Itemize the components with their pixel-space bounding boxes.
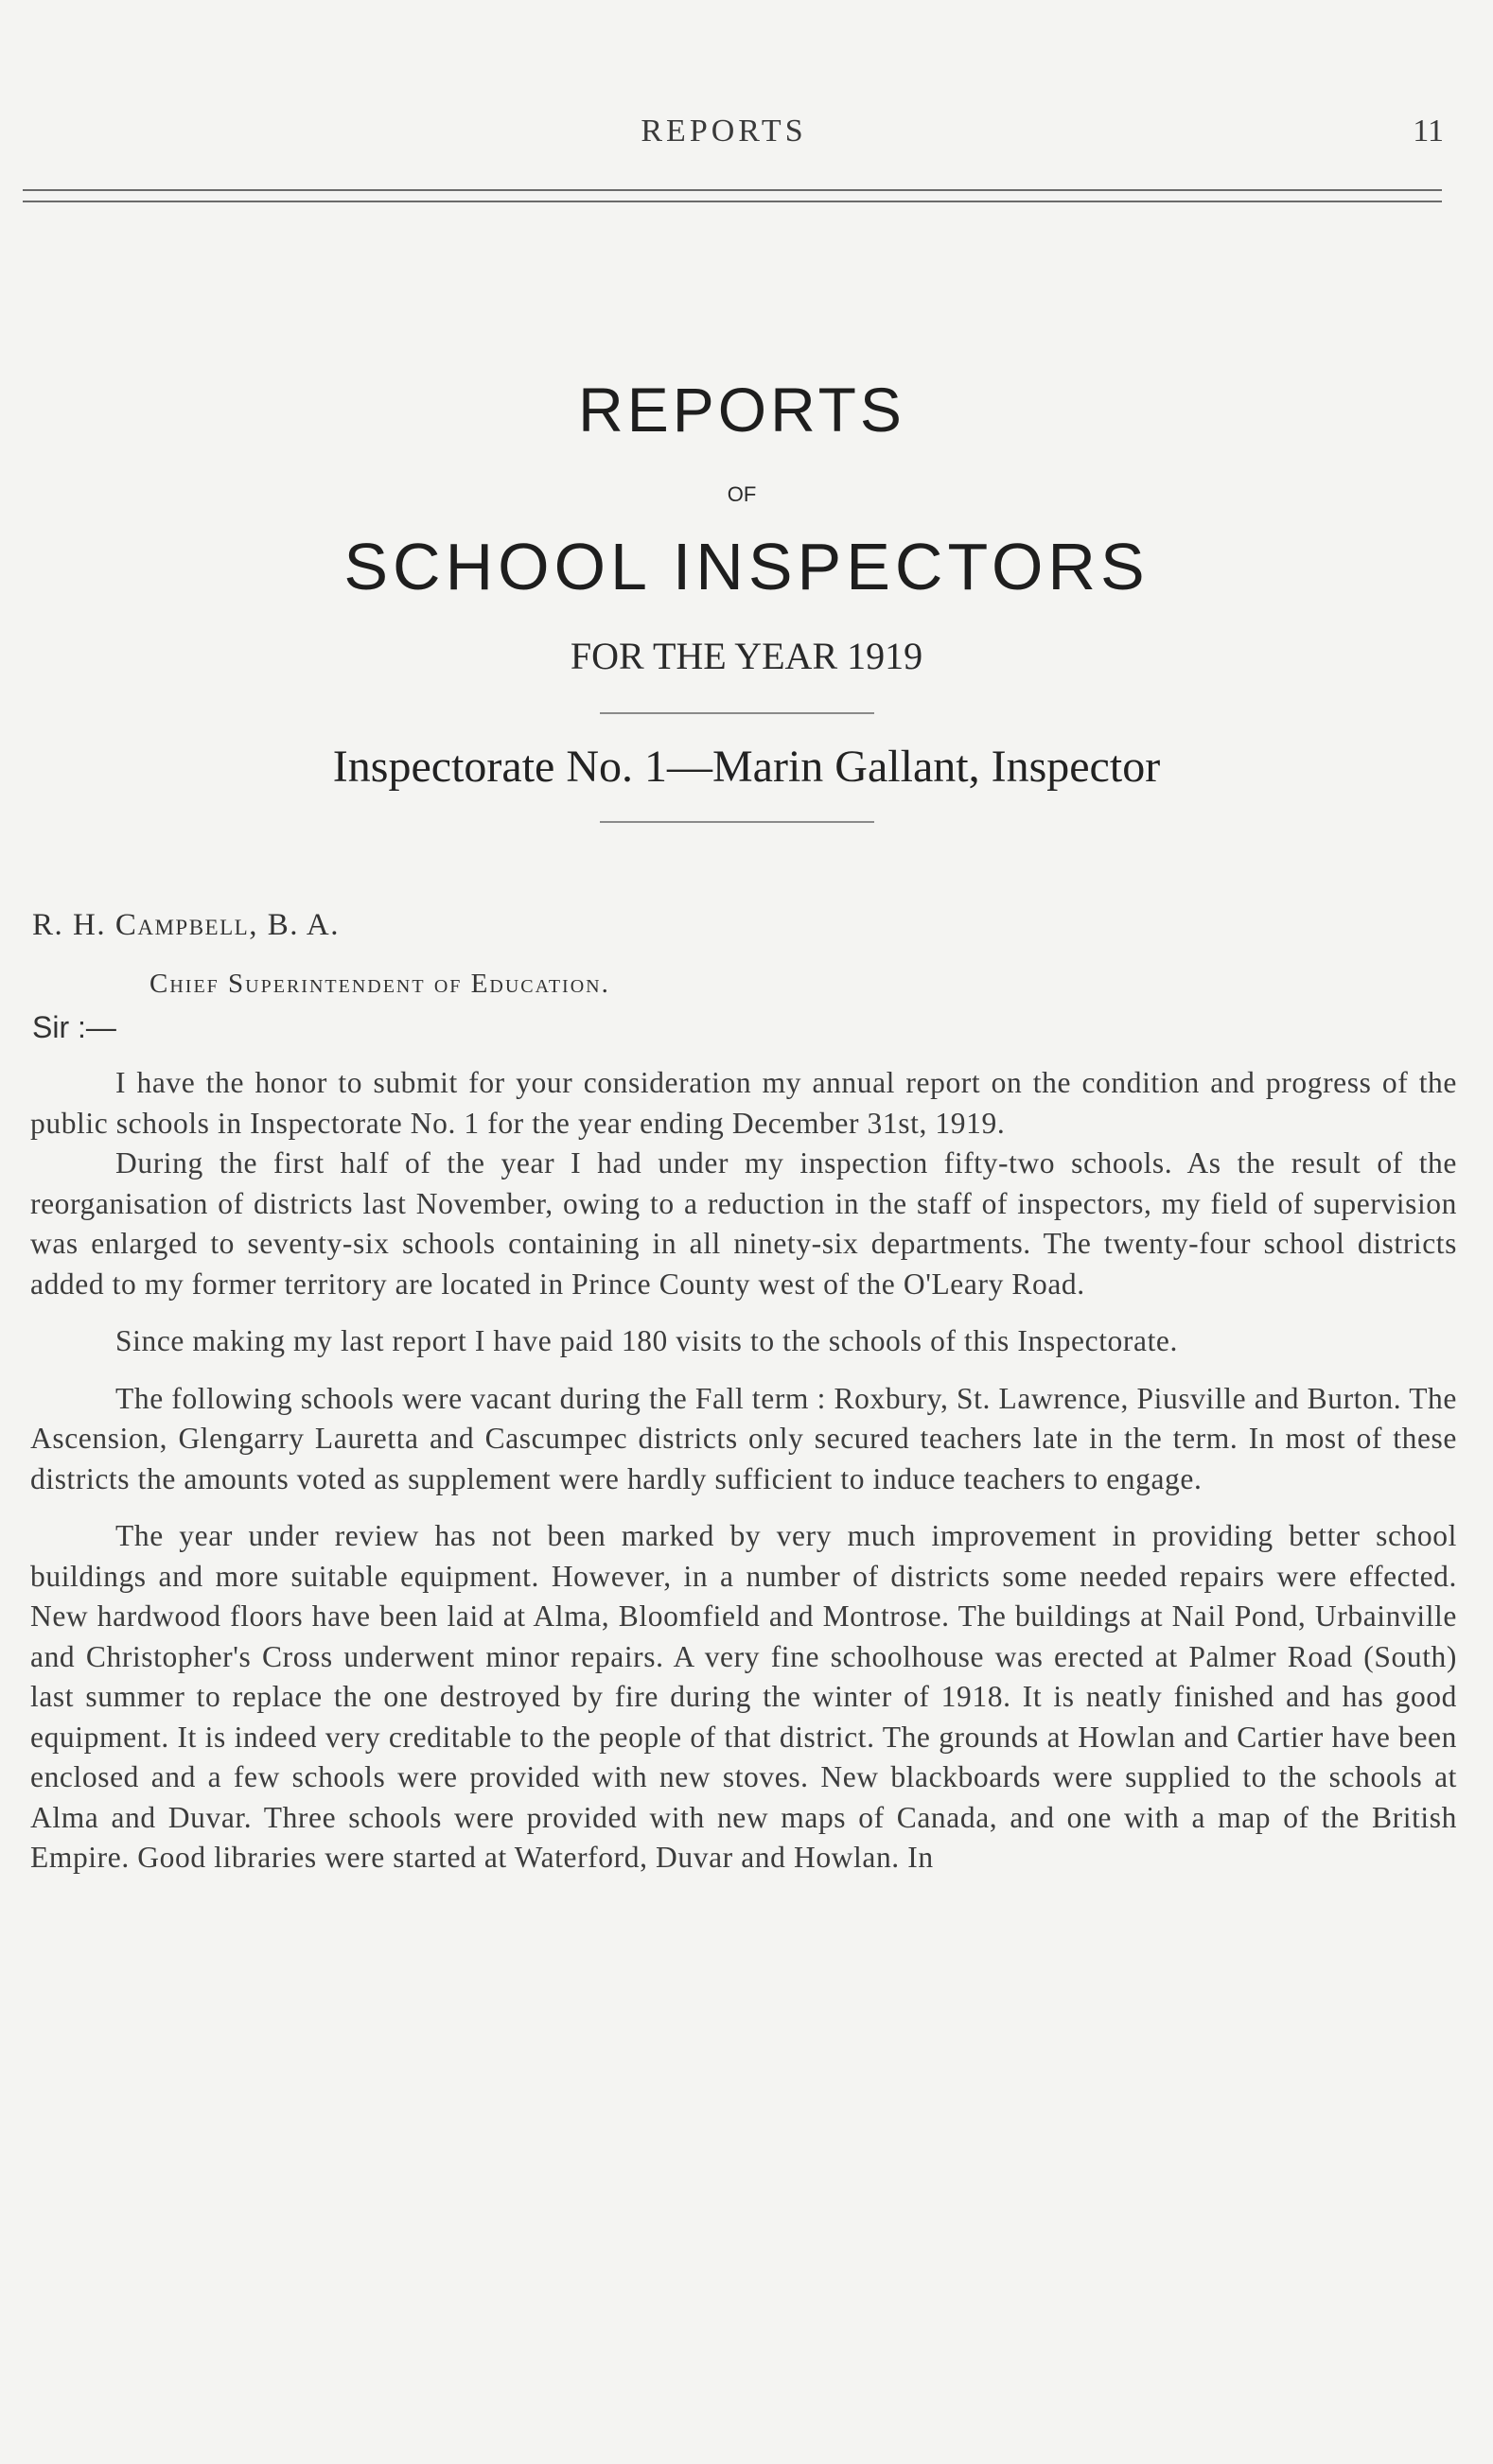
addressee-position: Chief Superintendent of Education.	[149, 969, 610, 999]
title-rule-lower	[600, 821, 874, 823]
paragraph-improvements: The year under review has not been marked by very much improvement in providing better school buildings and more suitable equipment. However, in a number of districts some needed repairs were effected. New hardwood floors have been laid at Alma, Bloomfield and Montrose. The buildings at Nail Pond, Urbainville and Christopher's Cross underwent minor repairs. A very fine schoolhouse was erected at Palmer Road (South) last summer to replace the one destroyed by fire during the winter of 1918. It is neatly finished and has good equipment. It is indeed very creditable to the people of that district. The grounds at Howlan and Cartier have been enclosed and a few schools were provided with new stoves. New blackboards were supplied to the schools at Alma and Duvar. Three schools were provided with new maps of Canada, and one with a map of the British Empire. Good libraries were started at Waterford, Duvar and Howlan. In	[30, 1519, 1457, 1874]
title-school-inspectors: SCHOOL INSPECTORS	[343, 530, 1150, 603]
paragraph-visits: Since making my last report I have paid 180 visits to the schools of this Inspectorate.	[115, 1324, 1178, 1357]
title-reports: REPORTS	[578, 375, 905, 445]
greeting: Sir :—	[32, 1010, 116, 1044]
page-number: 11	[1413, 114, 1444, 149]
paragraph-intro: I have the honor to submit for your consideration my annual report on the condition and progress of the public schools in Inspectorate No. 1 for the year ending December 31st, 1919.	[30, 1066, 1457, 1140]
addressee-name: R. H. Campbell, B. A.	[32, 908, 340, 942]
report-body	[30, 1063, 1457, 1879]
running-title: REPORTS	[641, 114, 807, 149]
title-rule-upper	[600, 712, 874, 714]
running-header	[0, 114, 1493, 170]
title-year-line: FOR THE YEAR 1919	[570, 635, 923, 677]
inspectorate-heading: Inspectorate No. 1—Marin Gallant, Inspector	[332, 742, 1161, 792]
title-of: OF	[727, 482, 757, 506]
header-double-rule	[23, 189, 1442, 202]
title-block	[0, 375, 1493, 823]
paragraph-inspection: During the first half of the year I had under my inspection fifty-two schools. As the result of the reorganisation of districts last November, owing to a reduction in the staff of inspectors, my field of supervision was enlarged to seventy-six schools containing in all ninety-six departments. The twenty-four school districts added to my former territory are located in Prince County west of the O'Leary Road.	[30, 1146, 1457, 1301]
paragraph-vacancies: The following schools were vacant during the Fall term : Roxbury, St. Lawrence, Piusville and Burton. The Ascension, Glengarry Lauretta and Cascumpec districts only secured teachers late in the term. In most of these districts the amounts voted as supplement were hardly sufficient to induce teachers to engage.	[30, 1381, 1457, 1495]
